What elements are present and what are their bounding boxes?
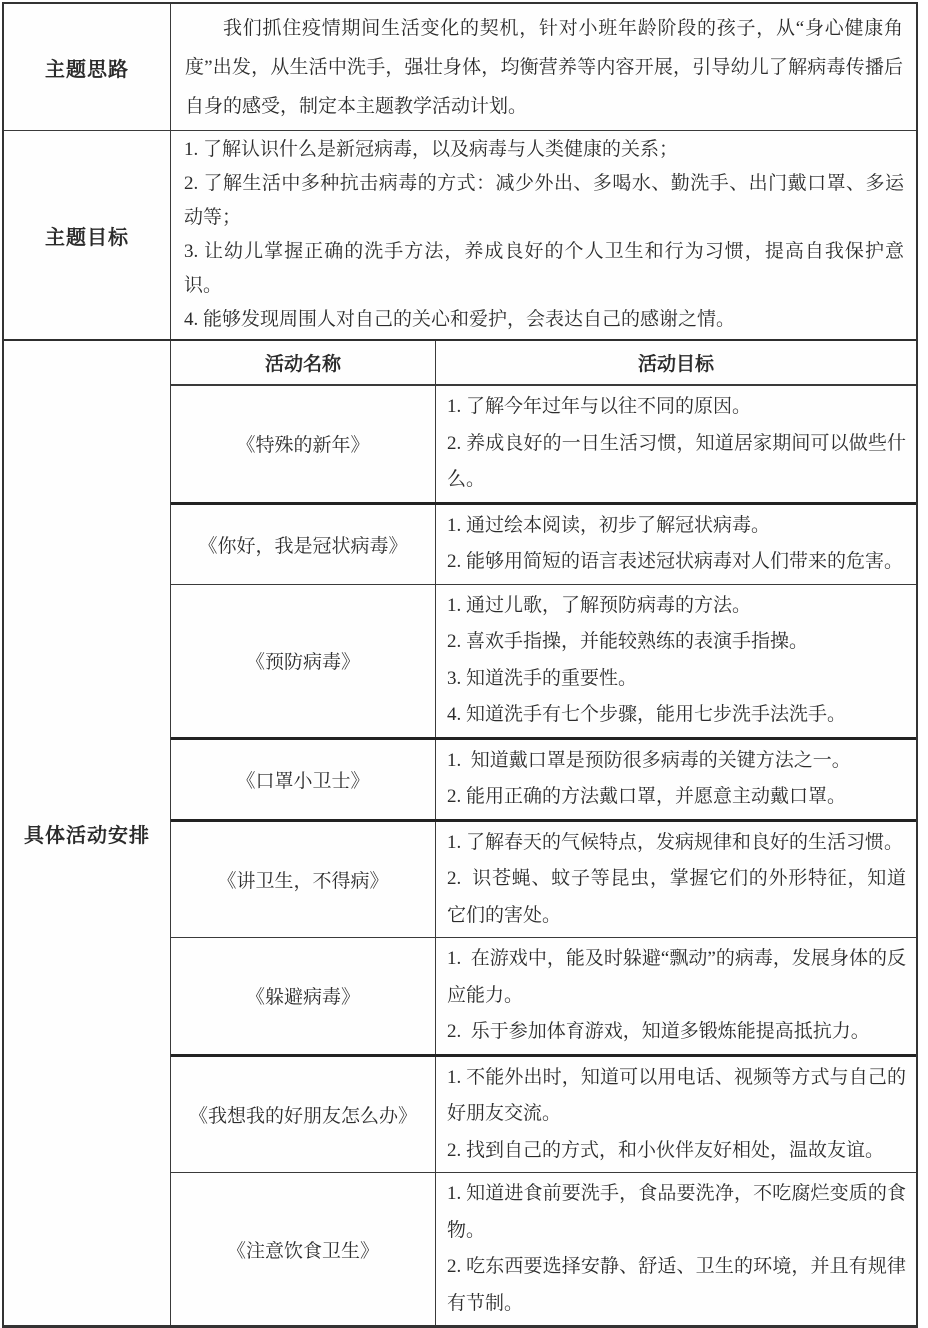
lesson-plan-table bbox=[2, 2, 918, 1328]
activity-goal-item: 4. 知道洗手有七个步骤，能用七步洗手法洗手。 bbox=[447, 704, 847, 725]
activity-goal-header: 活动目标 bbox=[637, 354, 714, 375]
activity-goals bbox=[436, 1173, 916, 1325]
activity-goal-item: 1. 不能外出时，知道可以用电话、视频等方式与自己的好朋友交流。 bbox=[447, 1066, 906, 1124]
activity-name: 《口罩小卫士》 bbox=[171, 740, 436, 819]
activity-row bbox=[171, 385, 916, 502]
activity-goal-item: 1. 知道进食前要洗手，食品要洗净，不吃腐烂变质的食物。 bbox=[447, 1183, 906, 1241]
activity-goal-item: 1. 通过儿歌，了解预防病毒的方法。 bbox=[447, 594, 752, 616]
activity-goal-item: 2. 找到自己的方式，和小伙伴友好相处，温故友谊。 bbox=[447, 1139, 885, 1161]
theme-idea-text: 我们抓住疫情期间生活变化的契机，针对小班年龄阶段的孩子，从“身心健康角度”出发，从生活中洗手，强壮身体，均衡营养等内容开展，引导幼儿了解病毒传播后自身的感受，制定本主题教学活动计划。 bbox=[185, 18, 903, 117]
activity-goal-item: 2. 乐于参加体育游戏，知道多锻炼能提高抵抗力。 bbox=[447, 1021, 870, 1042]
theme-goal-item: 3. 让幼儿掌握正确的洗手方法，养成良好的个人卫生和行为习惯，提高自我保护意识。 bbox=[184, 241, 904, 296]
activity-row bbox=[171, 819, 916, 938]
activities-header-row bbox=[171, 341, 916, 385]
theme-idea-cell bbox=[171, 4, 916, 130]
activity-goal-item: 2. 能用正确的方法戴口罩，并愿意主动戴口罩。 bbox=[447, 786, 847, 807]
activity-row bbox=[171, 584, 916, 737]
activities-cell bbox=[171, 341, 916, 1325]
activity-name: 《讲卫生，不得病》 bbox=[171, 822, 436, 938]
theme-idea-row bbox=[4, 4, 916, 131]
activity-goal-item: 1. 了解春天的气候特点，发病规律和良好的生活习惯。 bbox=[447, 831, 904, 853]
theme-goal-item: 2. 了解生活中多种抗击病毒的方式：减少外出、多喝水、勤洗手、出门戴口罩、多运动等； bbox=[184, 173, 904, 228]
activity-goal-item: 1. 在游戏中，能及时躲避“飘动”的病毒，发展身体的反应能力。 bbox=[447, 948, 906, 1006]
activity-goal-item: 2. 识苍蝇、蚊子等昆虫，掌握它们的外形特征，知道它们的害处。 bbox=[447, 868, 906, 926]
theme-goal-item: 4. 能够发现周围人对自己的关心和爱护，会表达自己的感谢之情。 bbox=[184, 309, 736, 330]
activity-goal-item: 2. 喜欢手指操，并能较熟练的表演手指操。 bbox=[447, 631, 809, 652]
activities-row bbox=[4, 341, 916, 1325]
activity-goal-item: 1. 了解今年过年与以往不同的原因。 bbox=[447, 396, 752, 417]
activity-name: 《你好，我是冠状病毒》 bbox=[171, 505, 436, 584]
theme-goal-item: 1. 了解认识什么是新冠病毒，以及病毒与人类健康的关系； bbox=[184, 139, 679, 160]
theme-goals-row bbox=[4, 131, 916, 341]
activity-goal-item: 2. 养成良好的一日生活习惯，知道居家期间可以做些什么。 bbox=[447, 432, 906, 490]
activity-row bbox=[171, 1172, 916, 1325]
activities-table bbox=[171, 341, 916, 1325]
activity-goal-item: 2. 吃东西要选择安静、舒适、卫生的环境，并且有规律有节制。 bbox=[447, 1256, 906, 1314]
activity-name: 《特殊的新年》 bbox=[171, 386, 436, 502]
activity-goals bbox=[436, 740, 916, 819]
activity-name: 《我想我的好朋友怎么办》 bbox=[171, 1057, 436, 1173]
activity-goal-item: 1. 知道戴口罩是预防很多病毒的关键方法之一。 bbox=[447, 749, 851, 771]
activity-name-header: 活动名称 bbox=[171, 341, 436, 384]
activity-row bbox=[171, 937, 916, 1054]
theme-idea-label: 主题思路 bbox=[4, 4, 171, 130]
activity-name: 《注意饮食卫生》 bbox=[171, 1173, 436, 1325]
activity-row bbox=[171, 1054, 916, 1173]
activity-row bbox=[171, 737, 916, 819]
activity-row bbox=[171, 502, 916, 584]
activity-goal-item: 3. 知道洗手的重要性。 bbox=[447, 667, 638, 689]
activity-goals bbox=[436, 1057, 916, 1173]
activities-label: 具体活动安排 bbox=[4, 341, 171, 1325]
activity-goal-item: 1. 通过绘本阅读，初步了解冠状病毒。 bbox=[447, 514, 771, 536]
activity-goals bbox=[436, 585, 916, 737]
activity-name: 《预防病毒》 bbox=[171, 585, 436, 737]
activity-goal-item: 2. 能够用简短的语言表述冠状病毒对人们带来的危害。 bbox=[447, 551, 904, 572]
activity-goals bbox=[436, 386, 916, 502]
activity-goals bbox=[436, 822, 916, 938]
activity-goals bbox=[436, 938, 916, 1054]
activity-name: 《躲避病毒》 bbox=[171, 938, 436, 1054]
theme-goals-label: 主题目标 bbox=[4, 131, 171, 339]
theme-goals-cell bbox=[171, 131, 916, 339]
activity-goals bbox=[436, 505, 916, 584]
